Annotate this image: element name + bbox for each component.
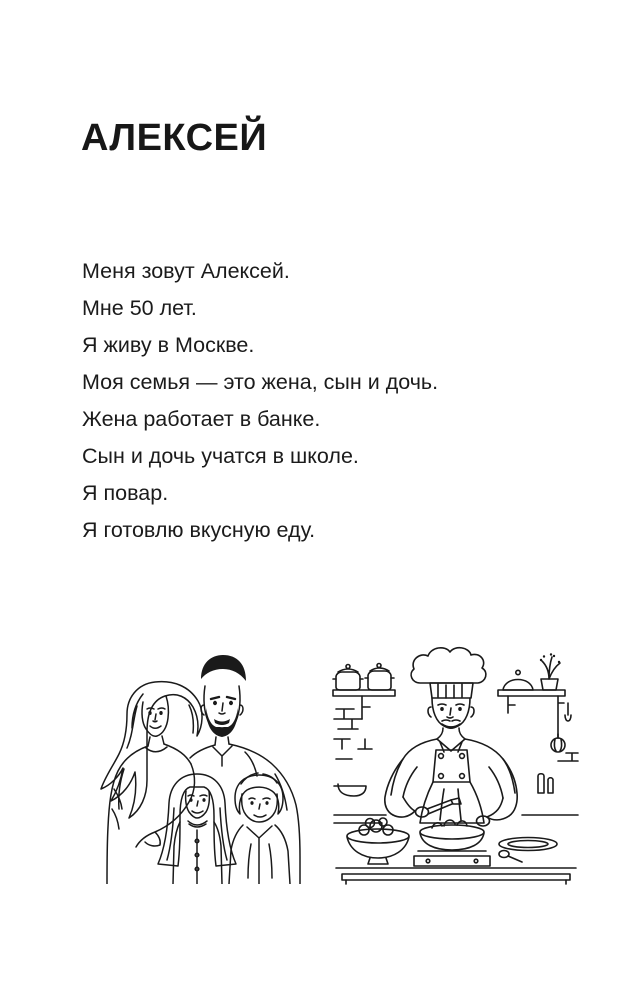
sentence-line: Я готовлю вкусную еду. <box>82 518 316 542</box>
brick-wall <box>334 709 578 761</box>
kitchen-shelf-right <box>498 653 571 793</box>
chef-hat <box>411 648 486 683</box>
sentence-line: Моя семья — это жена, сын и дочь. <box>82 370 439 394</box>
chef-illustration <box>332 643 580 889</box>
frying-pan <box>420 825 484 839</box>
sentence-line: Сын и дочь учатся в школе. <box>82 444 359 468</box>
small-pan <box>334 784 366 796</box>
sentence-line: Я живу в Москве. <box>82 333 255 357</box>
stove <box>414 851 490 866</box>
pots-shelf <box>333 664 395 720</box>
girl-figure <box>158 774 236 884</box>
mother-figure <box>101 682 202 884</box>
page-title: АЛЕКСЕЙ <box>81 117 268 159</box>
father-figure <box>190 655 300 884</box>
sentence-line: Жена работает в банке. <box>82 407 321 431</box>
family-portrait-line-art <box>85 650 321 884</box>
sentence-line: Меня зовут Алексей. <box>82 259 290 283</box>
chef-figure <box>385 648 517 826</box>
sentence-line: Мне 50 лет. <box>82 296 197 320</box>
family-illustration <box>85 650 321 884</box>
chef-cooking-line-art <box>332 643 580 889</box>
story-text <box>82 253 562 549</box>
boy-figure <box>229 773 290 884</box>
illustration-row <box>85 643 580 893</box>
sentence-line: Я повар. <box>82 481 169 505</box>
